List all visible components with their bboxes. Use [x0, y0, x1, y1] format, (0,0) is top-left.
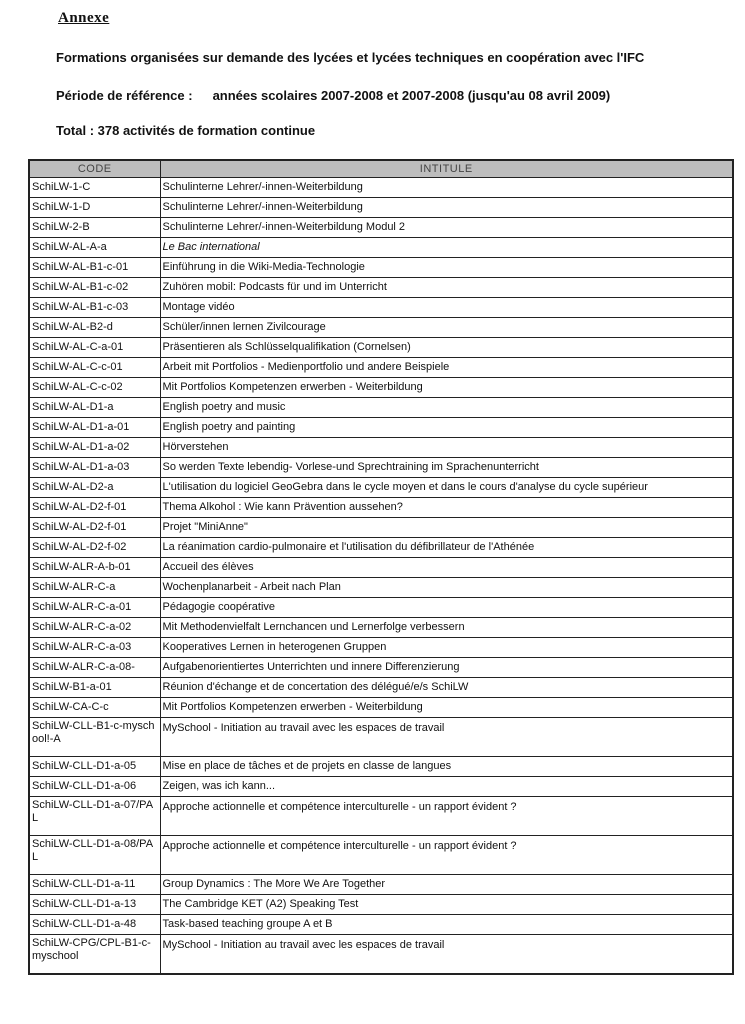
- row-code: SchiLW-AL-B2-d: [29, 318, 160, 338]
- row-code: SchiLW-CLL-D1-a-07/PAL: [29, 797, 160, 836]
- row-intitule: Réunion d'échange et de concertation des délégué/e/s SchiLW: [160, 678, 733, 698]
- row-intitule: The Cambridge KET (A2) Speaking Test: [160, 895, 733, 915]
- table-row: [29, 777, 733, 797]
- column-header-intitule: INTITULE: [160, 160, 733, 178]
- row-intitule: Hörverstehen: [160, 438, 733, 458]
- row-code: SchiLW-AL-D2-f-01: [29, 498, 160, 518]
- row-intitule: English poetry and painting: [160, 418, 733, 438]
- row-intitule: Arbeit mit Portfolios - Medienportfolio und andere Beispiele: [160, 358, 733, 378]
- row-intitule: Mit Methodenvielfalt Lernchancen und Lernerfolge verbessern: [160, 618, 733, 638]
- table-row: [29, 378, 733, 398]
- table-row: [29, 578, 733, 598]
- table-row: [29, 278, 733, 298]
- row-intitule: Projet "MiniAnne": [160, 518, 733, 538]
- row-code: SchiLW-AL-C-c-01: [29, 358, 160, 378]
- table-row: [29, 678, 733, 698]
- row-intitule: Präsentieren als Schlüsselqualifikation (Cornelsen): [160, 338, 733, 358]
- table-row: [29, 698, 733, 718]
- row-code: SchiLW-1-C: [29, 178, 160, 198]
- row-intitule: Montage vidéo: [160, 298, 733, 318]
- row-code: SchiLW-CLL-B1-c-myschool!-A: [29, 718, 160, 757]
- table-row: [29, 458, 733, 478]
- table-row: [29, 218, 733, 238]
- header-line-period: [56, 88, 610, 103]
- column-header-code: CODE: [29, 160, 160, 178]
- table-row: [29, 538, 733, 558]
- row-intitule: Aufgabenorientiertes Unterrichten und innere Differenzierung: [160, 658, 733, 678]
- table-row: [29, 935, 733, 975]
- row-code: SchiLW-B1-a-01: [29, 678, 160, 698]
- period-label: Période de référence :: [56, 88, 193, 103]
- row-intitule: Zuhören mobil: Podcasts für und im Unterricht: [160, 278, 733, 298]
- header-line-total: Total : 378 activités de formation continue: [56, 123, 316, 138]
- row-code: SchiLW-CLL-D1-a-11: [29, 875, 160, 895]
- row-intitule: Le Bac international: [160, 238, 733, 258]
- row-intitule: Kooperatives Lernen in heterogenen Gruppen: [160, 638, 733, 658]
- row-intitule: English poetry and music: [160, 398, 733, 418]
- row-code: SchiLW-ALR-C-a-02: [29, 618, 160, 638]
- row-intitule: Schulinterne Lehrer/-innen-Weiterbildung: [160, 178, 733, 198]
- table-row: [29, 797, 733, 836]
- row-intitule: La réanimation cardio-pulmonaire et l'utilisation du défibrillateur de l'Athénée: [160, 538, 733, 558]
- row-intitule: Schulinterne Lehrer/-innen-Weiterbildung: [160, 198, 733, 218]
- row-code: SchiLW-CLL-D1-a-08/PAL: [29, 836, 160, 875]
- row-code: SchiLW-ALR-C-a: [29, 578, 160, 598]
- table-header-row: [29, 160, 733, 178]
- table-row: [29, 418, 733, 438]
- row-code: SchiLW-ALR-C-a-03: [29, 638, 160, 658]
- table-row: [29, 718, 733, 757]
- table-row: [29, 298, 733, 318]
- row-code: SchiLW-AL-D1-a-02: [29, 438, 160, 458]
- row-code: SchiLW-ALR-C-a-08-: [29, 658, 160, 678]
- table-row: [29, 598, 733, 618]
- table-row: [29, 518, 733, 538]
- header-line-formations: Formations organisées sur demande des lycées et lycées techniques en coopération avec l'IFC: [56, 50, 645, 65]
- row-code: SchiLW-AL-A-a: [29, 238, 160, 258]
- row-code: SchiLW-AL-D2-f-01: [29, 518, 160, 538]
- table-row: [29, 338, 733, 358]
- row-code: SchiLW-AL-B1-c-01: [29, 258, 160, 278]
- table-row: [29, 618, 733, 638]
- row-code: SchiLW-AL-D2-a: [29, 478, 160, 498]
- annex-title: Annexe: [58, 10, 110, 26]
- row-intitule: Task-based teaching groupe A et B: [160, 915, 733, 935]
- row-code: SchiLW-2-B: [29, 218, 160, 238]
- table-body: [29, 178, 733, 975]
- row-code: SchiLW-1-D: [29, 198, 160, 218]
- row-intitule: Wochenplanarbeit - Arbeit nach Plan: [160, 578, 733, 598]
- row-intitule: Thema Alkohol : Wie kann Prävention aussehen?: [160, 498, 733, 518]
- row-code: SchiLW-AL-B1-c-03: [29, 298, 160, 318]
- table-row: [29, 875, 733, 895]
- row-code: SchiLW-AL-D1-a-03: [29, 458, 160, 478]
- table-row: [29, 198, 733, 218]
- row-code: SchiLW-CPG/CPL-B1-c-myschool: [29, 935, 160, 975]
- row-intitule: Mit Portfolios Kompetenzen erwerben - Weiterbildung: [160, 698, 733, 718]
- row-code: SchiLW-CLL-D1-a-05: [29, 757, 160, 777]
- row-intitule: Accueil des élèves: [160, 558, 733, 578]
- table-row: [29, 398, 733, 418]
- row-intitule: MySchool - Initiation au travail avec les espaces de travail: [160, 718, 733, 757]
- row-code: SchiLW-CLL-D1-a-06: [29, 777, 160, 797]
- row-intitule: So werden Texte lebendig- Vorlese-und Sprechtraining im Sprachenunterricht: [160, 458, 733, 478]
- row-intitule: Zeigen, was ich kann...: [160, 777, 733, 797]
- table-row: [29, 757, 733, 777]
- table-row: [29, 658, 733, 678]
- row-code: SchiLW-ALR-C-a-01: [29, 598, 160, 618]
- table-row: [29, 498, 733, 518]
- row-intitule: Mise en place de tâches et de projets en classe de langues: [160, 757, 733, 777]
- row-code: SchiLW-CLL-D1-a-13: [29, 895, 160, 915]
- row-code: SchiLW-AL-D2-f-02: [29, 538, 160, 558]
- row-intitule: Schüler/innen lernen Zivilcourage: [160, 318, 733, 338]
- row-code: SchiLW-ALR-A-b-01: [29, 558, 160, 578]
- table-row: [29, 358, 733, 378]
- table-row: [29, 895, 733, 915]
- table-row: [29, 238, 733, 258]
- table-row: [29, 558, 733, 578]
- row-intitule: Approche actionnelle et compétence interculturelle - un rapport évident ?: [160, 797, 733, 836]
- row-code: SchiLW-CLL-D1-a-48: [29, 915, 160, 935]
- row-intitule: Einführung in die Wiki-Media-Technologie: [160, 258, 733, 278]
- row-code: SchiLW-AL-B1-c-02: [29, 278, 160, 298]
- row-intitule: Mit Portfolios Kompetenzen erwerben - Weiterbildung: [160, 378, 733, 398]
- row-code: SchiLW-AL-D1-a-01: [29, 418, 160, 438]
- formations-table: [28, 159, 734, 975]
- row-intitule: Approche actionnelle et compétence interculturelle - un rapport évident ?: [160, 836, 733, 875]
- row-intitule: Pédagogie coopérative: [160, 598, 733, 618]
- table-row: [29, 318, 733, 338]
- row-code: SchiLW-AL-D1-a: [29, 398, 160, 418]
- period-value: années scolaires 2007-2008 et 2007-2008 (jusqu'au 08 avril 2009): [212, 88, 611, 103]
- table-row: [29, 258, 733, 278]
- table-row: [29, 638, 733, 658]
- row-code: SchiLW-AL-C-c-02: [29, 378, 160, 398]
- row-code: SchiLW-CA-C-c: [29, 698, 160, 718]
- table-row: [29, 915, 733, 935]
- table-row: [29, 836, 733, 875]
- row-code: SchiLW-AL-C-a-01: [29, 338, 160, 358]
- table-row: [29, 178, 733, 198]
- row-intitule: Group Dynamics : The More We Are Together: [160, 875, 733, 895]
- table-row: [29, 438, 733, 458]
- row-intitule: Schulinterne Lehrer/-innen-Weiterbildung Modul 2: [160, 218, 733, 238]
- table-row: [29, 478, 733, 498]
- row-intitule: MySchool - Initiation au travail avec les espaces de travail: [160, 935, 733, 975]
- row-intitule: L'utilisation du logiciel GeoGebra dans le cycle moyen et dans le cours d'analyse du cycle supérieur: [160, 478, 733, 498]
